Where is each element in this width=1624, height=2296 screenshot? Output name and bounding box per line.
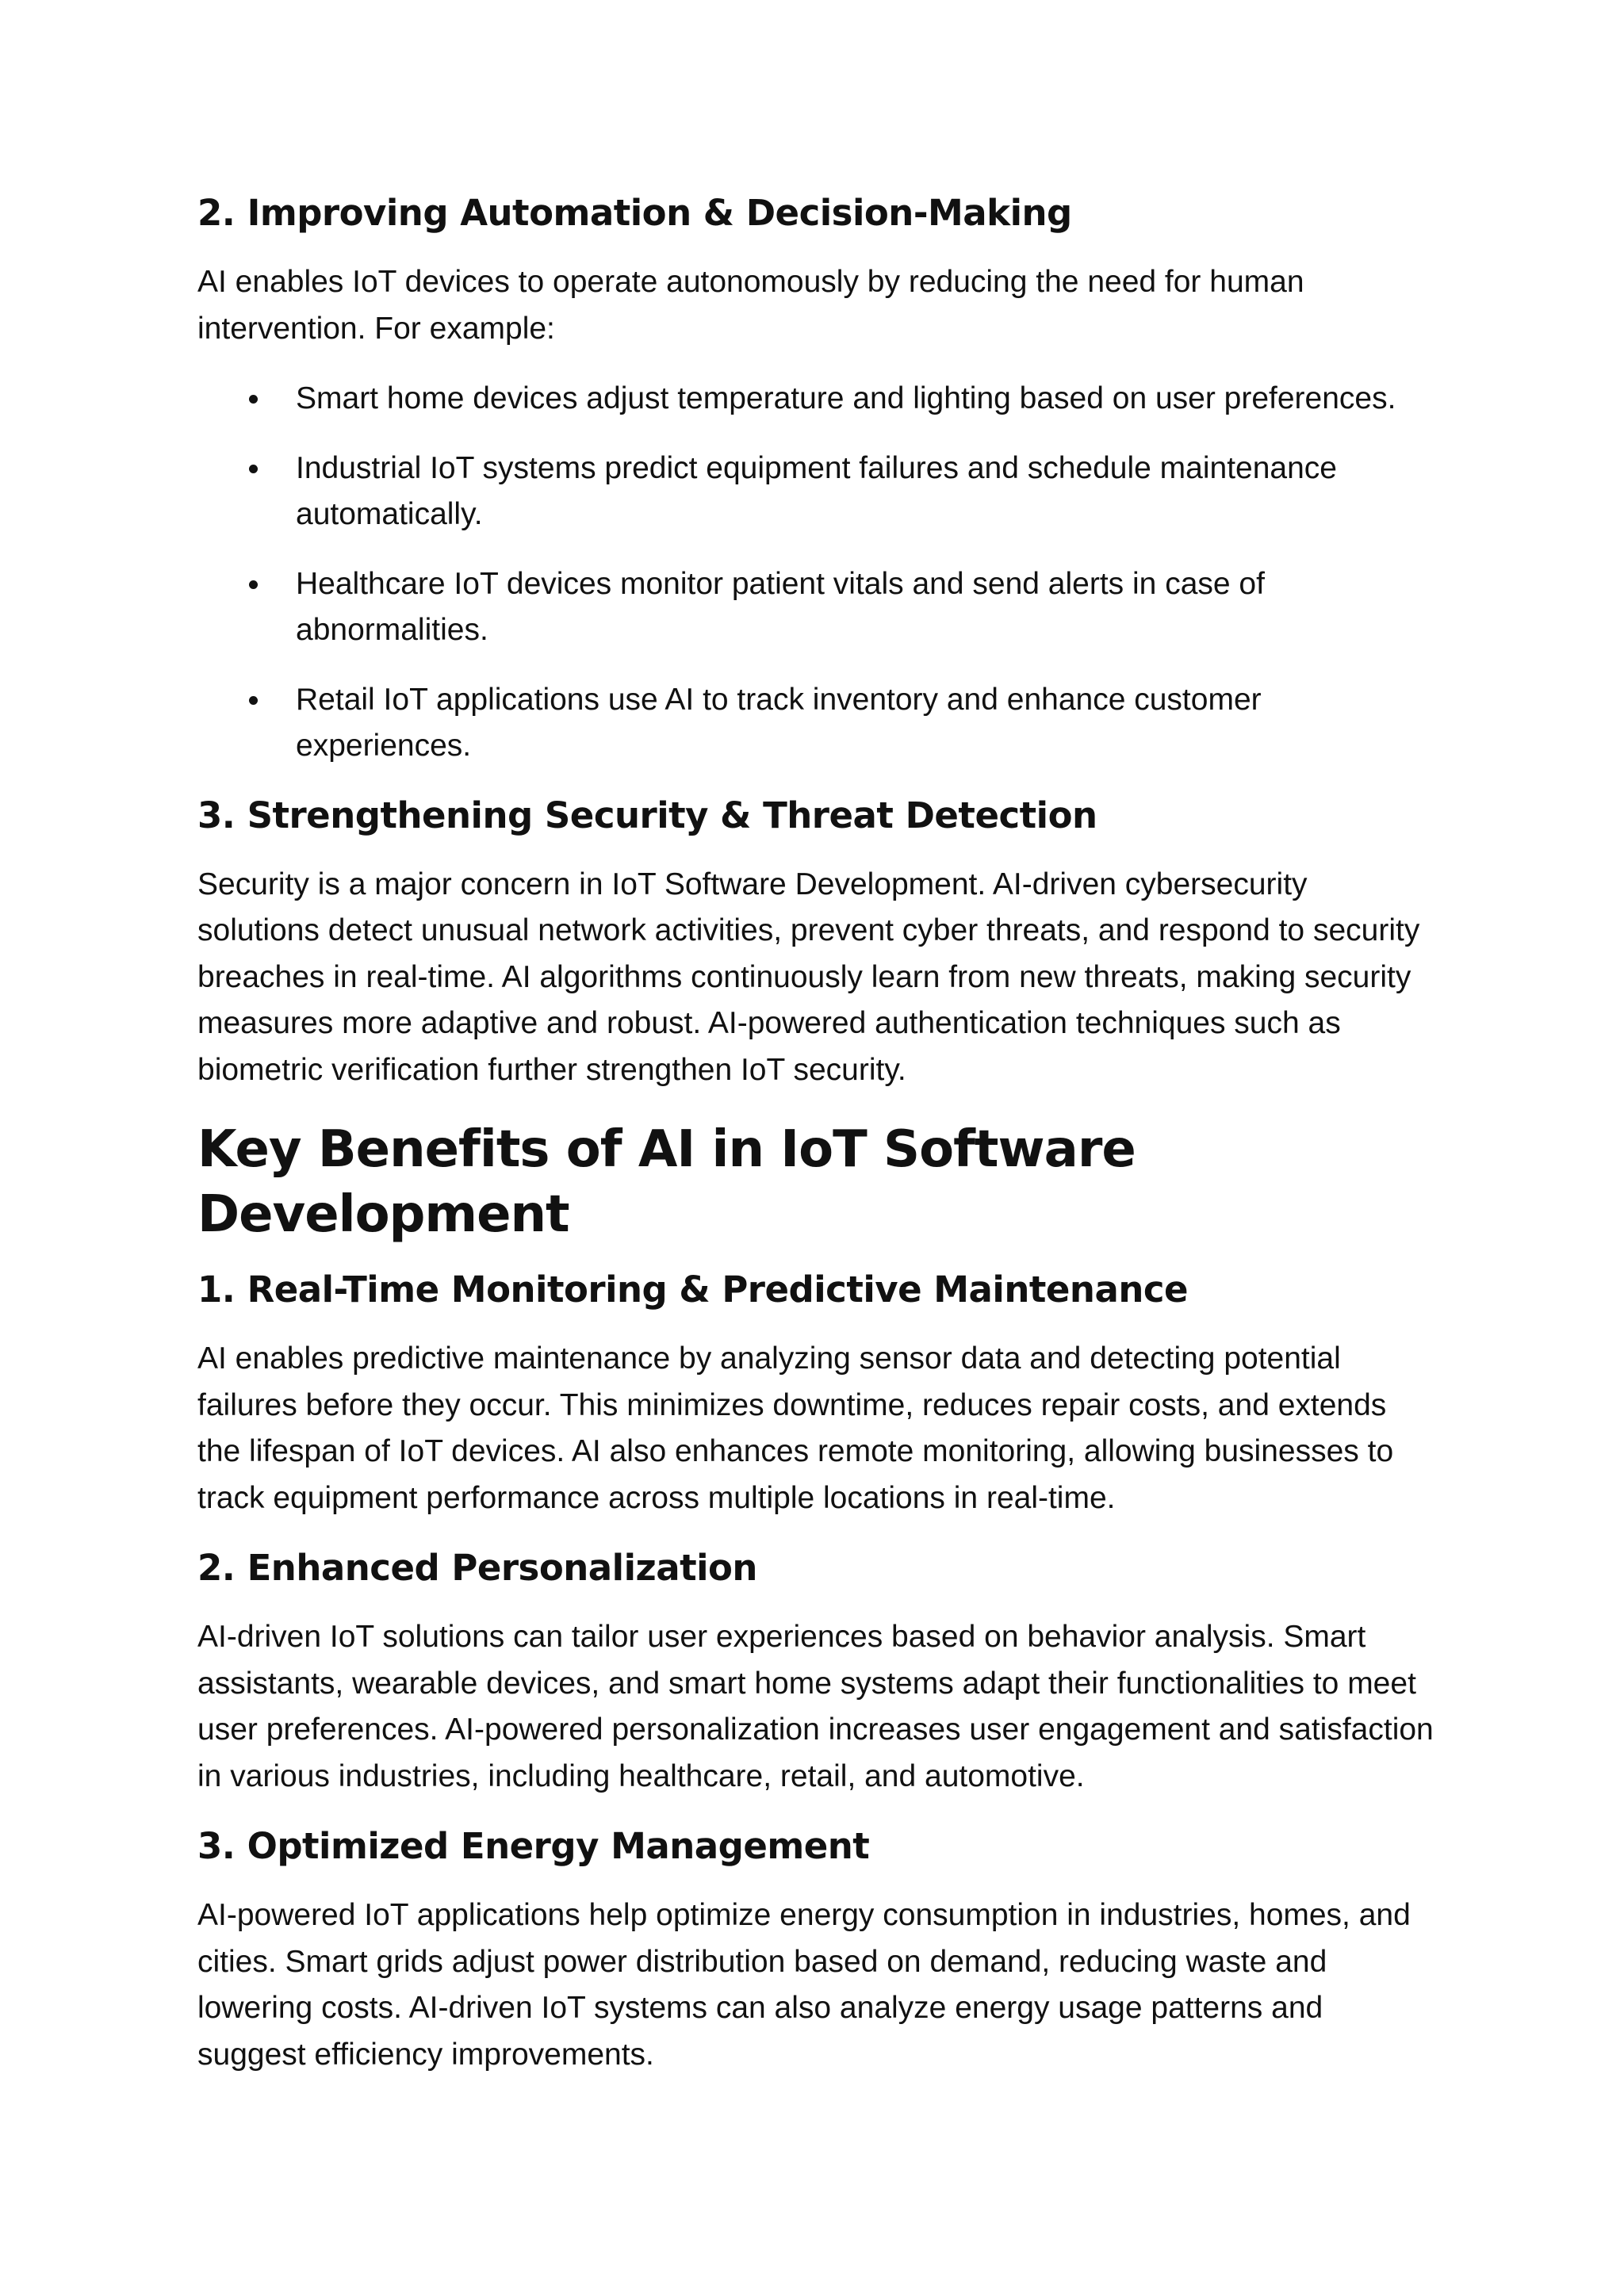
energy-body: AI-powered IoT applications help optimize energy consumption in industries, homes, and cities. Smart grids adjust power distribution based on demand, reducing waste and lowering costs. AI-driven IoT systems can also analyze energy usage patterns and suggest efficiency improvements. [197,1898,1411,2072]
list-item-text: Industrial IoT systems predict equipment failures and schedule maintenance automatically. [296,450,1337,531]
list-item [197,446,1434,538]
personalization-body: AI-driven IoT solutions can tailor user experiences based on behavior analysis. Smart assistants, wearable devices, and smart home systems adapt their functionalities to meet user preferences. AI-powered personalization increases user engagement and satisfaction in various industries, including healthcare, retail, and automotive. [197,1620,1434,1793]
section-heading-personalization: 2. Enhanced Personalization [197,1547,757,1589]
monitoring-body: AI enables predictive maintenance by analyzing sensor data and detecting potential failures before they occur. This minimizes downtime, reduces repair costs, and extends the lifespan of IoT devices. AI also enhances remote monitoring, allowing businesses to track equipment performance across multiple locations in real-time. [197,1341,1394,1515]
automation-examples-list [197,376,1434,770]
document-page [197,190,1434,2102]
bullet-icon [249,395,258,404]
bullet-icon [249,696,258,705]
list-item-text: Retail IoT applications use AI to track inventory and enhance customer experiences. [296,682,1262,763]
security-body: Security is a major concern in IoT Software Development. AI-driven cybersecurity solutions detect unusual network activities, prevent cyber threats, and respond to security breaches in real-time. AI algorithms continuously learn from new threats, making security measures more adaptive and robust. AI-powered authentication techniques such as biometric verification further strengthen IoT security. [197,867,1420,1087]
list-item-text: Smart home devices adjust temperature and lighting based on user preferences. [296,381,1396,415]
section-heading-security: 3. Strengthening Security & Threat Detection [197,794,1097,836]
list-item [197,677,1434,770]
benefits-title: Key Benefits of AI in IoT Software Development [197,1120,1136,1244]
bullet-icon [249,465,258,473]
list-item [197,561,1434,654]
bullet-icon [249,580,258,589]
section-heading-energy: 3. Optimized Energy Management [197,1825,870,1867]
list-item [197,376,1434,423]
automation-intro: AI enables IoT devices to operate autonomously by reducing the need for human intervention. For example: [197,265,1304,346]
section-heading-automation: 2. Improving Automation & Decision-Making [197,192,1072,234]
section-heading-monitoring: 1. Real-Time Monitoring & Predictive Maintenance [197,1269,1189,1311]
list-item-text: Healthcare IoT devices monitor patient vitals and send alerts in case of abnormalities. [296,566,1265,647]
